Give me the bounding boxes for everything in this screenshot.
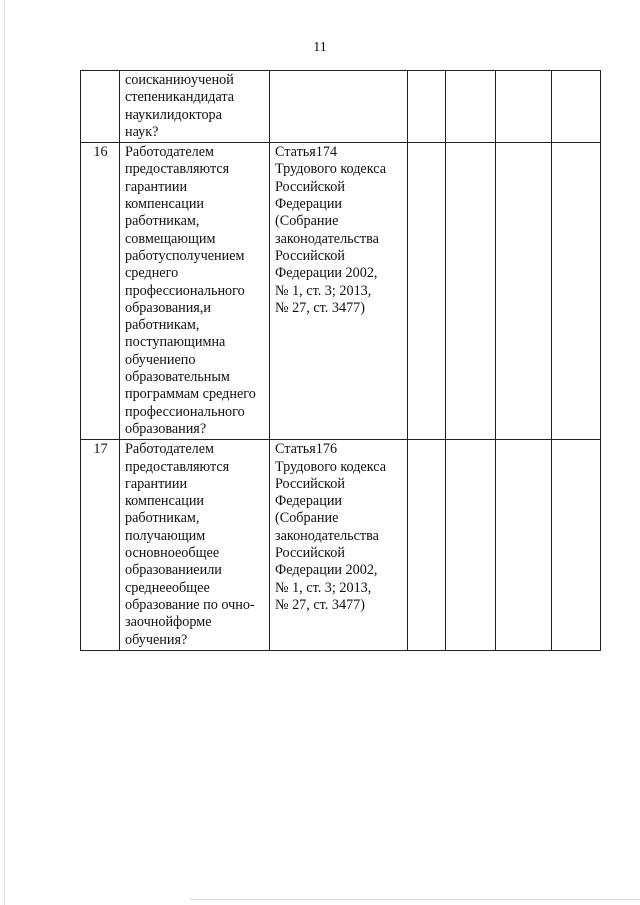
word: Федерации 2002,: [275, 265, 378, 282]
word: Российской: [275, 247, 345, 264]
word: компенсации: [125, 493, 205, 510]
word: Федерации: [275, 196, 343, 213]
word: кандидата: [172, 89, 235, 106]
question-line: [125, 248, 265, 265]
answer-no-cell: [446, 71, 496, 143]
word: обучения?: [125, 631, 188, 648]
word: № 27, ст. 3477): [275, 596, 365, 613]
word: и: [179, 178, 188, 195]
checklist-table: [80, 70, 601, 651]
word: Работодателем: [125, 441, 215, 458]
word: образования?: [125, 420, 207, 437]
word: соисканию: [125, 72, 192, 88]
row-number: 16: [81, 143, 120, 440]
word: ученой: [191, 72, 234, 88]
word: (Собрание: [275, 213, 339, 230]
question-line: [125, 89, 265, 106]
word: общее: [181, 545, 220, 562]
word: наук?: [125, 123, 159, 140]
question-line: [125, 283, 265, 300]
word: образование по очно-: [125, 596, 255, 613]
legal-reference-line: [275, 493, 403, 510]
question-line: [125, 580, 265, 597]
word: общее: [171, 579, 210, 596]
question-cell: [120, 440, 270, 651]
word: гарантии: [125, 178, 180, 195]
legal-reference-line: [275, 476, 403, 493]
word: предоставляются: [125, 458, 230, 475]
question-line: [125, 213, 265, 230]
legal-reference-cell: [270, 71, 408, 143]
word: с: [165, 247, 172, 264]
answer-not-applicable-cell: [496, 440, 552, 651]
legal-reference-line: [275, 597, 403, 614]
word: (Собрание: [275, 510, 339, 527]
legal-reference-line: [275, 196, 403, 213]
legal-reference-line: [275, 144, 403, 161]
question-line: [125, 597, 265, 614]
word: доктора: [174, 106, 222, 123]
legal-reference-cell: [270, 143, 408, 440]
word: Российской: [275, 475, 345, 492]
question-line: [125, 441, 265, 458]
word: Российской: [275, 178, 345, 195]
word: образование: [125, 562, 200, 579]
question-cell: [120, 143, 270, 440]
word: компенсации: [125, 196, 205, 213]
word: поступающим: [125, 334, 212, 351]
word: Федерации 2002,: [275, 562, 378, 579]
word: Статья: [275, 144, 316, 161]
word: основное: [125, 545, 182, 562]
question-line: [125, 72, 265, 89]
word: получающим: [125, 527, 206, 544]
legal-reference-line: [275, 300, 403, 317]
question-line: [125, 545, 265, 562]
word: и: [203, 299, 211, 316]
word: образовательным: [125, 369, 230, 386]
word: работникам,: [125, 213, 200, 230]
answer-yes-cell: [408, 440, 446, 651]
word: профессионального: [125, 282, 245, 299]
row-number: 17: [81, 440, 120, 651]
question-line: [125, 386, 265, 403]
word: 174: [315, 144, 338, 161]
legal-reference-cell: [270, 440, 408, 651]
comment-cell: [552, 440, 601, 651]
legal-reference-line: [275, 528, 403, 545]
question-line: [125, 614, 265, 631]
question-line: [125, 334, 265, 351]
word: работникам,: [125, 317, 200, 334]
legal-reference-line: [275, 510, 403, 527]
legal-reference-line: [275, 545, 403, 562]
word: образования,: [125, 299, 204, 316]
legal-reference-line: [275, 231, 403, 248]
table-row: [81, 71, 601, 143]
question-line: [125, 493, 265, 510]
word: на: [211, 334, 226, 351]
question-line: [125, 476, 265, 493]
word: заочной: [125, 614, 174, 631]
word: или: [152, 106, 175, 123]
row-number: [81, 71, 120, 143]
legal-reference-line: [275, 283, 403, 300]
question-line: [125, 352, 265, 369]
word: Трудового кодекса: [275, 458, 387, 475]
answer-no-cell: [446, 440, 496, 651]
table-row: [81, 440, 601, 651]
legal-reference-line: [275, 179, 403, 196]
word: № 1, ст. 3; 2013,: [275, 579, 372, 596]
legal-reference-line: [275, 580, 403, 597]
word: Федерации: [275, 493, 343, 510]
word: гарантии: [125, 475, 180, 492]
word: степени: [125, 89, 173, 106]
word: форме: [173, 614, 212, 631]
word: по: [180, 351, 196, 368]
word: работникам,: [125, 510, 200, 527]
page-number: 11: [313, 40, 327, 55]
question-line: [125, 300, 265, 317]
question-line: [125, 510, 265, 527]
question-line: [125, 404, 265, 421]
question-line: [125, 144, 265, 161]
question-cell: [120, 71, 270, 143]
word: среднего: [125, 265, 179, 282]
word: Статья: [275, 441, 316, 458]
question-line: [125, 124, 265, 141]
word: Российской: [275, 545, 345, 562]
question-line: [125, 107, 265, 124]
word: предоставляются: [125, 161, 230, 178]
word: среднее: [125, 579, 172, 596]
question-line: [125, 161, 265, 178]
legal-reference-line: [275, 213, 403, 230]
answer-not-applicable-cell: [496, 71, 552, 143]
comment-cell: [552, 71, 601, 143]
word: наук: [125, 106, 153, 123]
scan-edge-bottom: [190, 899, 640, 900]
legal-reference-line: [275, 248, 403, 265]
word: обучение: [125, 351, 181, 368]
word: № 27, ст. 3477): [275, 299, 365, 316]
word: законодательства: [275, 527, 379, 544]
word: 176: [315, 441, 338, 458]
legal-reference-line: [275, 562, 403, 579]
question-line: [125, 196, 265, 213]
question-line: [125, 179, 265, 196]
legal-reference-line: [275, 265, 403, 282]
question-line: [125, 528, 265, 545]
question-line: [125, 231, 265, 248]
word: законодательства: [275, 230, 379, 247]
word: работу: [125, 247, 166, 264]
scan-edge-left: [4, 0, 5, 905]
answer-not-applicable-cell: [496, 143, 552, 440]
question-line: [125, 459, 265, 476]
question-line: [125, 265, 265, 282]
question-line: [125, 632, 265, 649]
table-row: [81, 143, 601, 440]
answer-yes-cell: [408, 143, 446, 440]
question-line: [125, 421, 265, 438]
question-line: [125, 369, 265, 386]
answer-yes-cell: [408, 71, 446, 143]
word: Работодателем: [125, 144, 215, 161]
comment-cell: [552, 143, 601, 440]
legal-reference-line: [275, 161, 403, 178]
question-line: [125, 562, 265, 579]
word: Трудового кодекса: [275, 161, 387, 178]
word: профессионального: [125, 403, 245, 420]
word: получением: [171, 247, 245, 264]
word: и: [179, 475, 188, 492]
legal-reference-line: [275, 441, 403, 458]
legal-reference-line: [275, 459, 403, 476]
word: № 1, ст. 3; 2013,: [275, 282, 372, 299]
question-line: [125, 317, 265, 334]
answer-no-cell: [446, 143, 496, 440]
word: совмещающим: [125, 230, 216, 247]
word: программам среднего: [125, 386, 256, 403]
word: или: [199, 562, 222, 579]
